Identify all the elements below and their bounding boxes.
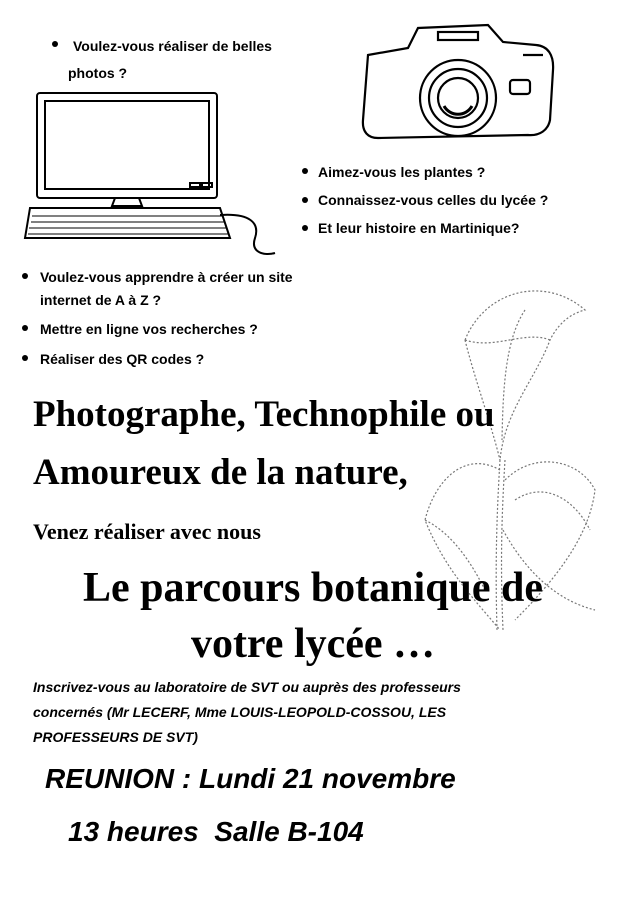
signup-line3: PROFESSEURS DE SVT) [33, 729, 198, 745]
plant-question-1: Aimez-vous les plantes ? [318, 164, 486, 180]
web-question-line1: Voulez-vous apprendre à créer un site [40, 269, 293, 285]
camera-icon [358, 20, 558, 140]
plant-question-2: Connaissez-vous celles du lycée ? [318, 192, 549, 208]
bullet-dot [22, 273, 28, 279]
page-title-line2: votre lycée … [190, 621, 436, 667]
web-question-line2: internet de A à Z ? [40, 292, 162, 308]
headline-line1: Photographe, Technophile ou [33, 394, 495, 435]
bullet-dot [302, 225, 308, 231]
page-title-line1: Le parcours botanique de [82, 565, 544, 611]
headline-line2: Amoureux de la nature, [33, 452, 408, 493]
web-question-2: Mettre en ligne vos recherches ? [40, 321, 258, 337]
bullet-dot [302, 168, 308, 174]
plant-question-3: Et leur histoire en Martinique? [318, 220, 520, 236]
web-question-3: Réaliser des QR codes ? [40, 351, 205, 367]
signup-line2: concernés (Mr LECERF, Mme LOUIS-LEOPOLD-COSSOU, LES [33, 704, 447, 720]
photo-question-line2: photos ? [68, 65, 128, 81]
computer-icon [20, 88, 280, 258]
bullet-dot [22, 355, 28, 361]
photo-question-line1: Voulez-vous réaliser de belles [73, 38, 272, 54]
bullet-dot [22, 325, 28, 331]
signup-line1: Inscrivez-vous au laboratoire de SVT ou auprès des professeurs [33, 679, 461, 695]
invite-text: Venez réaliser avec nous [33, 519, 261, 544]
bullet-dot [302, 197, 308, 203]
bullet-dot [52, 41, 58, 47]
meeting-time-room: 13 heures Salle B-104 [68, 816, 364, 847]
meeting-date: REUNION : Lundi 21 novembre [45, 763, 456, 794]
